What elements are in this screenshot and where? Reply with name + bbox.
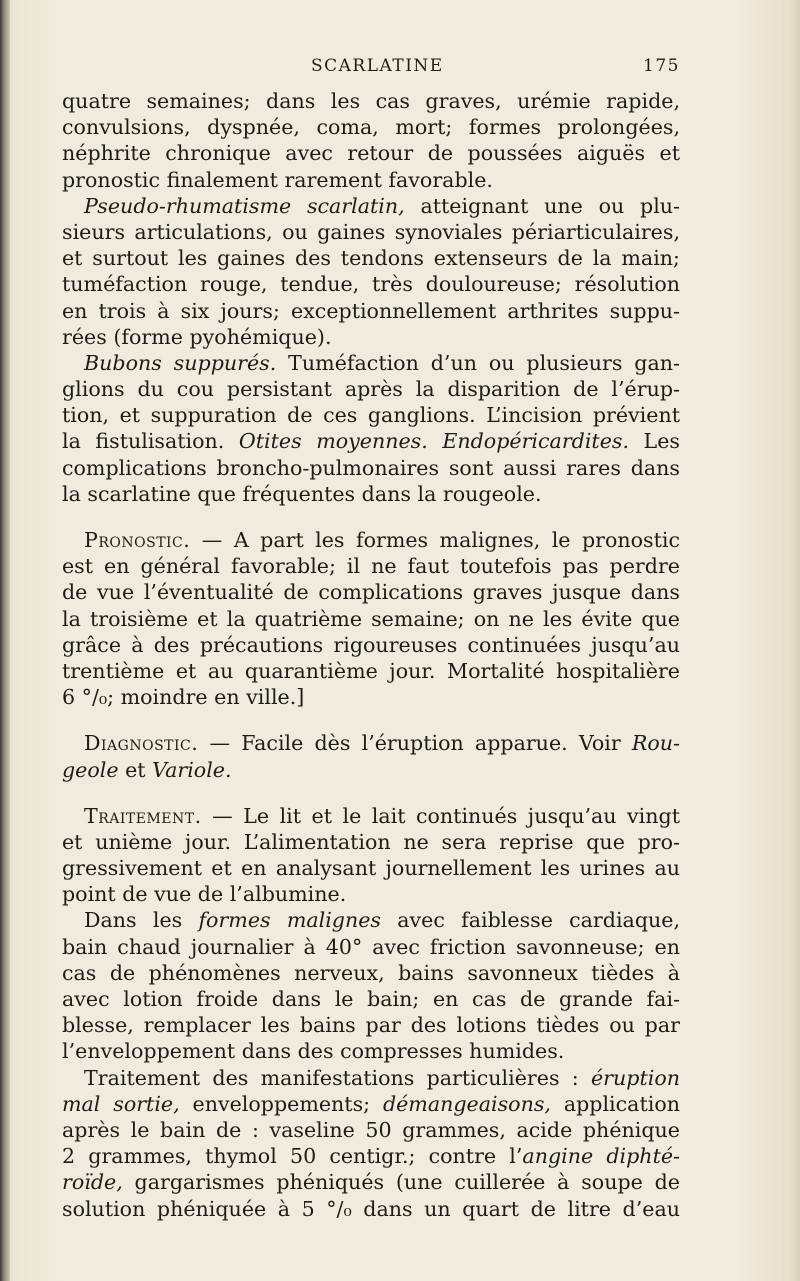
text-line: de vue l’éventualité de complications graves jusque dans [62,580,680,605]
text-line: est en général favorable; il ne faut toutefois pas perdre [62,554,680,579]
running-header [62,56,680,84]
text-line: l’enveloppement dans des compresses humides. [62,1039,565,1064]
text-line: la troisième et la quatrième semaine; on ne les évite que [62,606,680,631]
text-line: grâce à des précautions rigoureuses continuées jusqu’au [62,632,680,657]
text-line: Traitement des manifestations particulières : éruption [84,1065,680,1090]
text-line: Dans les formes malignes avec faiblesse cardiaque, [84,908,680,933]
text-line: gressivement et en analysant journellement les urines au [62,856,680,881]
text-line: en trois à six jours; exceptionnellement arthrites suppu- [62,298,680,323]
book-spine-shadow [0,0,10,1281]
subheading-otites: Otites moyennes. Endopéricardites. [238,429,630,454]
text-line: tuméfaction rouge, tendue, très douloureuse; résolution [62,272,680,297]
body-text [62,88,680,1222]
page-number: 175 [643,56,680,76]
text-line: blesse, remplacer les bains par des lotions tièdes ou par [62,1013,680,1038]
text-line: pronostic finalement rarement favorable. [62,167,493,192]
text-line: après le bain de : vaseline 50 grammes, acide phénique [62,1117,680,1142]
text-line: rées (forme pyohémique). [62,324,332,349]
running-title: SCARLATINE [311,56,444,76]
text-line: convulsions, dyspnée, coma, mort; formes prolongées, [62,115,680,140]
text-line: et unième jour. L’alimentation ne sera reprise que pro- [62,829,680,854]
text-line: Pronostic. — A part les formes malignes, le pronostic [84,528,680,552]
text-line: néphrite chronique avec retour de poussées aiguës et [62,141,680,166]
text-line: 2 grammes, thymol 50 centigr.; contre l’angine diphté- [62,1144,680,1169]
text-line: 6 °/₀; moindre en ville.] [62,685,305,710]
text-line: Bubons suppurés. Tuméfaction d’un ou plusieurs gan- [84,350,680,375]
text-line: trentième et au quarantième jour. Mortalité hospitalière [62,658,680,683]
text-line: la scarlatine que fréquentes dans la rougeole. [62,481,542,506]
text-line: la fistulisation. Otites moyennes. Endopéricardites. Les [62,429,680,454]
section-heading-traitement: Traitement. [84,803,202,828]
text-line: tion, et suppuration de ces ganglions. L’incision prévient [62,403,680,428]
text-line: et surtout les gaines des tendons extenseurs de la main; [62,246,680,271]
text-line: cas de phénomènes nerveux, bains savonneux tièdes à [62,960,680,985]
text-line: avec lotion froide dans le bain; en cas de grande fai- [62,987,680,1011]
text-line: bain chaud journalier à 40° avec friction savonneuse; en [62,934,680,959]
text-line: sieurs articulations, ou gaines synoviales périarticulaires, [62,219,680,244]
text-line: point de vue de l’albumine. [62,882,347,907]
text-line: glions du cou persistant après la disparition de l’érup- [62,377,680,402]
text-line: quatre semaines; dans les cas graves, urémie rapide, [62,89,680,113]
section-heading-diagnostic: Diagnostic. [84,731,199,756]
text-line: Traitement. — Le lit et le lait continués jusqu’au vingt [84,803,680,828]
text-line: complications broncho-pulmonaires sont aussi rares dans [62,455,680,480]
text-line: roïde, gargarismes phéniqués (une cuillerée à soupe de [62,1170,680,1195]
subheading-bubons: Bubons suppurés. [84,350,277,375]
subheading-pseudo-rhumatisme: Pseudo-rhumatisme scarlatin, [84,193,405,218]
text-line: geole et Variole. [62,757,232,782]
text-line: Diagnostic. — Facile dès l’éruption apparue. Voir Rou- [84,731,680,756]
section-heading-pronostic: Pronostic. [84,528,191,552]
text-line: solution phéniquée à 5 °/₀ dans un quart de litre d’eau [62,1196,680,1221]
text-line: mal sortie, enveloppements; démangeaisons, application [62,1091,680,1116]
text-line: Pseudo-rhumatisme scarlatin, atteignant une ou plu- [84,193,680,218]
